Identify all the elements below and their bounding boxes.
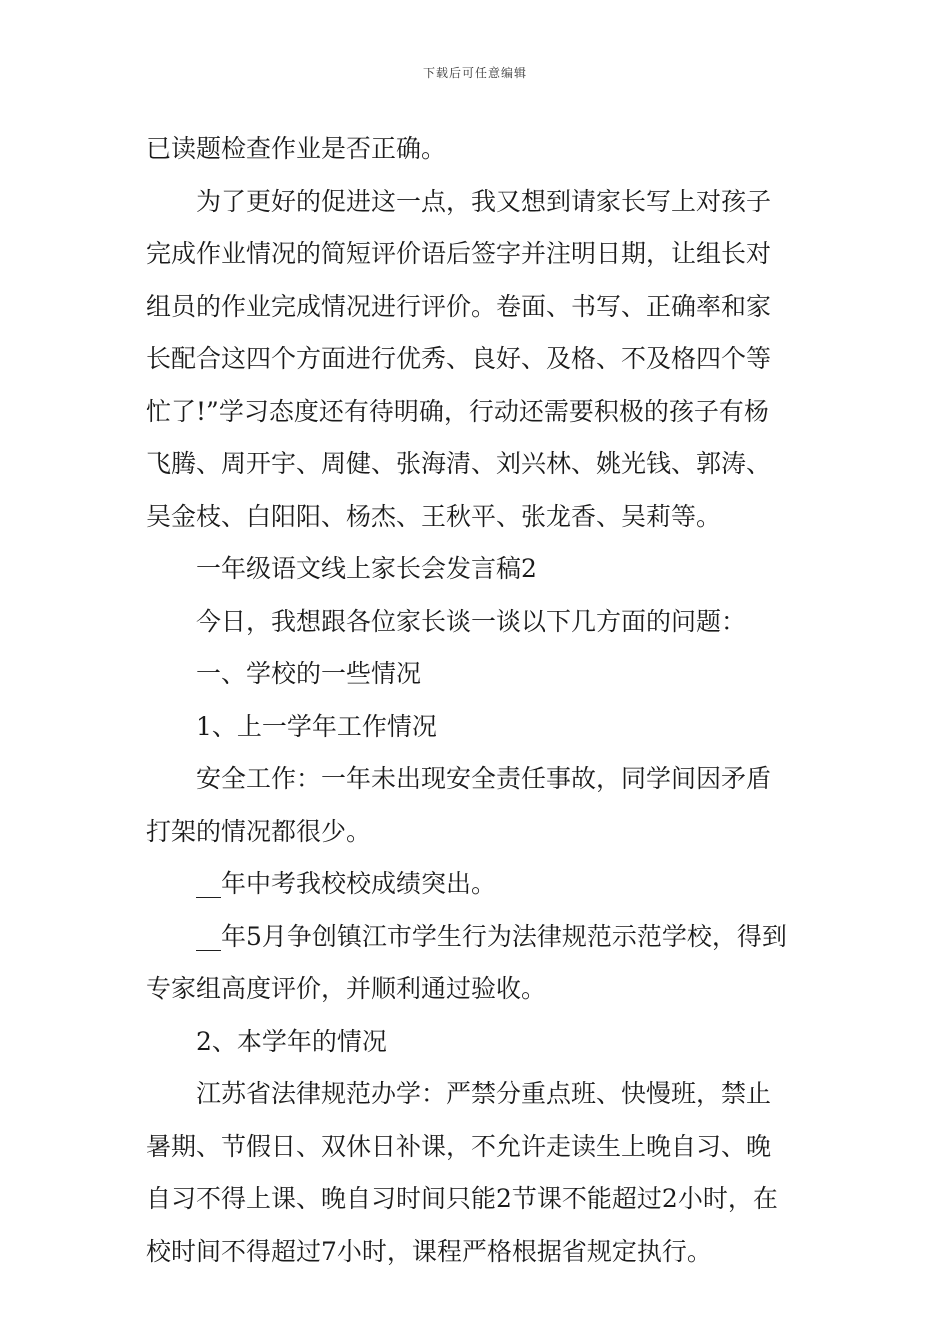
text-line: 吴金枝、白阳阳、杨杰、王秋平、张龙香、吴莉等。: [146, 501, 722, 531]
text-line: 长配合这四个方面进行优秀、良好、及格、不及格四个等: [146, 344, 772, 373]
text-line: 校时间不得超过7小时，课程严格根据省规定执行。: [146, 1236, 712, 1266]
text-line: 打架的情况都很少。: [146, 816, 372, 846]
section-heading: 1、上一学年工作情况: [196, 711, 437, 741]
text-line: 忙了!”学习态度还有待明确，行动还需要积极的孩子有杨: [146, 396, 769, 426]
section-heading: 2、本学年的情况: [196, 1026, 387, 1056]
text-line: 已读题检查作业是否正确。: [146, 134, 447, 163]
text-line: __年中考我校校成绩突出。: [196, 869, 497, 898]
text-line: __年5月争创镇江市学生行为法律规范示范学校，得到: [196, 921, 787, 951]
text-line: 安全工作：一年未出现安全责任事故，同学间因矛盾: [196, 764, 772, 793]
text-line: 江苏省法律规范办学：严禁分重点班、快慢班，禁止: [196, 1079, 772, 1108]
text-line: 完成作业情况的简短评价语后签字并注明日期，让组长对: [146, 239, 772, 268]
text-line: 今日，我想跟各位家长谈一谈以下几方面的问题：: [196, 606, 747, 636]
page-header: 下载后可任意编辑: [422, 66, 527, 80]
text-line: 专家组高度评价，并顺利通过验收。: [146, 974, 547, 1003]
text-line: 暑期、节假日、双休日补课，不允许走读生上晚自习、晚: [146, 1131, 772, 1161]
text-line: 飞腾、周开宇、周健、张海清、刘兴林、姚光钱、郭涛、: [146, 449, 772, 478]
text-line: 自习不得上课、晚自习时间只能2节课不能超过2小时，在: [146, 1184, 778, 1213]
section-heading: 一、学校的一些情况: [196, 659, 422, 688]
text-line: 组员的作业完成情况进行评价。卷面、书写、正确率和家: [146, 291, 772, 321]
section-title: 一年级语文线上家长会发言稿2: [196, 554, 537, 583]
text-line: 为了更好的促进这一点，我又想到请家长写上对孩子: [196, 186, 772, 216]
document-body: [146, 123, 812, 1278]
